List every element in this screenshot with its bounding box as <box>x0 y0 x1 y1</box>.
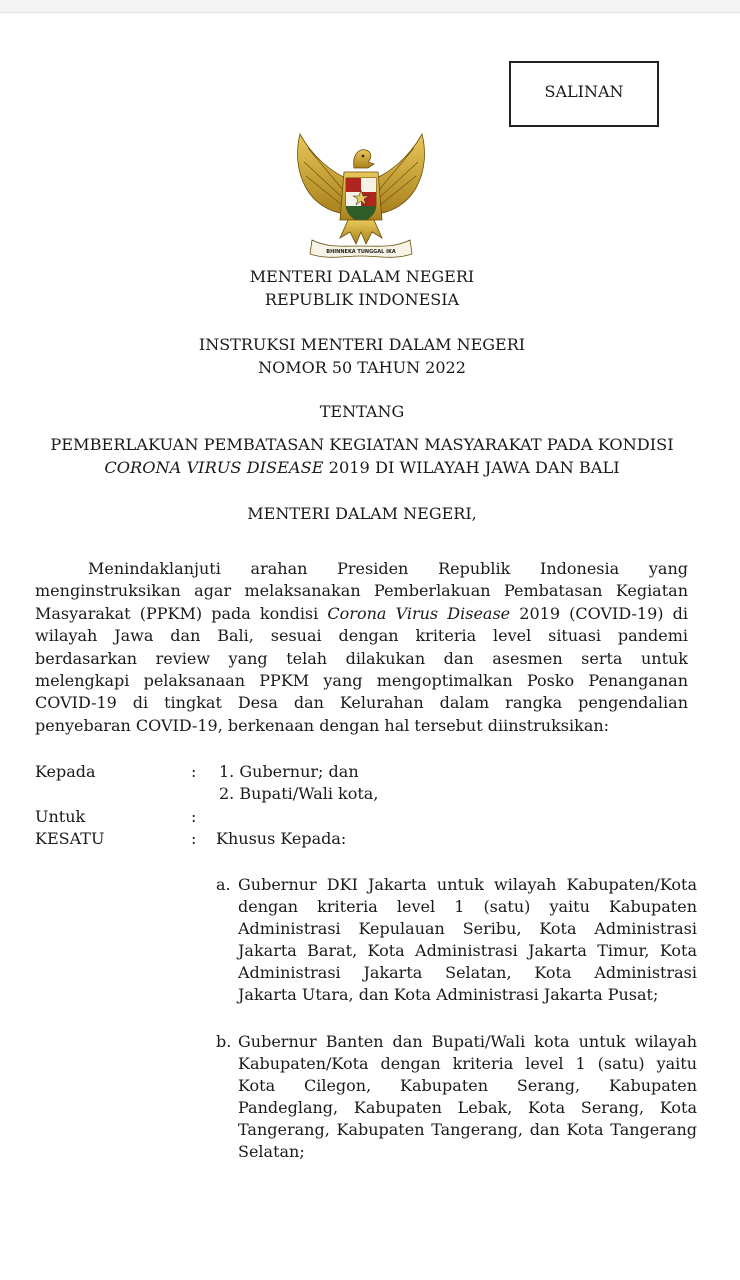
preamble-line: melengkapi pelaksanaan PPKM yang mengoptimalkan Posko Penanganan <box>35 670 688 690</box>
preamble-line: menginstruksikan agar melaksanakan Pemberlakuan Pembatasan Kegiatan <box>35 581 688 601</box>
preamble-line: penyebaran COVID-19, berkenaan dengan hal tersebut diinstruksikan: <box>35 715 610 735</box>
subject-italic-term: CORONA VIRUS DISEASE <box>104 458 324 477</box>
kepada-item-2: 2. Bupati/Wali kota, <box>219 784 379 803</box>
instruction-title: INSTRUKSI MENTERI DALAM NEGERI <box>198 335 526 354</box>
preamble-paragraph <box>35 558 688 737</box>
kesatu-label: KESATU <box>35 829 105 848</box>
svg-text:BHINNEKA TUNGGAL IKA: BHINNEKA TUNGGAL IKA <box>326 249 396 255</box>
kepada-item-1: 1. Gubernur; dan <box>219 762 359 781</box>
item-text: Gubernur Banten dan Bupati/Wali kota untuk wilayah Kabupaten/Kota dengan kriteria level 1 (satu) yaitu Kota Cilegon, Kabupaten Serang, Kabupaten Pandeglang, Kabupaten Lebak, Kota Serang, Kota Tangerang, Kabupaten Tangerang, dan Kota Tangerang Selatan; <box>238 1032 697 1161</box>
subject-line-2-rest: 2019 DI WILAYAH JAWA DAN BALI <box>323 458 620 477</box>
instruction-number: NOMOR 50 TAHUN 2022 <box>258 358 466 377</box>
untuk-colon: : <box>191 807 197 826</box>
garuda-pancasila-emblem <box>288 128 434 263</box>
item-text: Gubernur DKI Jakarta untuk wilayah Kabupaten/Kota dengan kriteria level 1 (satu) yaitu Kabupaten Administrasi Kepulauan Seribu, Kota Administrasi Jakarta Barat, Kota Administrasi Jakarta Timur, Kota Administrasi Jakarta Selatan, Kota Administrasi Jakarta Utara, dan Kota Administrasi Jakarta Pusat; <box>238 875 697 1004</box>
top-status-strip <box>0 0 740 13</box>
preamble-line: wilayah Jawa dan Bali, sesuai dengan kriteria level situasi pandemi <box>35 626 688 646</box>
tentang-heading: TENTANG <box>319 402 405 421</box>
kepada-label: Kepada <box>35 762 96 781</box>
kesatu-text: Khusus Kepada: <box>216 829 347 848</box>
untuk-label: Untuk <box>35 807 86 826</box>
stamp-label: SALINAN <box>544 81 624 101</box>
kepada-colon: : <box>191 762 197 781</box>
header-line-2: REPUBLIK INDONESIA <box>264 290 460 309</box>
issuer-title: MENTERI DALAM NEGERI, <box>247 504 477 523</box>
item-marker: a. <box>216 875 231 894</box>
preamble-line: berdasarkan review yang telah dilakukan dan asesmen serta untuk <box>35 648 688 668</box>
item-marker: b. <box>216 1032 232 1051</box>
subject-line-1: PEMBERLAKUAN PEMBATASAN KEGIATAN MASYARAKAT PADA KONDISI <box>50 435 674 454</box>
salinan-stamp <box>509 61 659 127</box>
preamble-line: Masyarakat (PPKM) pada kondisi Corona Virus Disease 2019 (COVID-19) di <box>35 603 689 623</box>
preamble-line: Menindaklanjuti arahan Presiden Republik Indonesia yang <box>88 559 688 578</box>
subject-line-2 <box>0 457 724 479</box>
header-line-1: MENTERI DALAM NEGERI <box>249 267 475 286</box>
preamble-line: COVID-19 di tingkat Desa dan Kelurahan dalam rangka pengendalian <box>35 693 688 713</box>
kesatu-colon: : <box>191 829 197 848</box>
